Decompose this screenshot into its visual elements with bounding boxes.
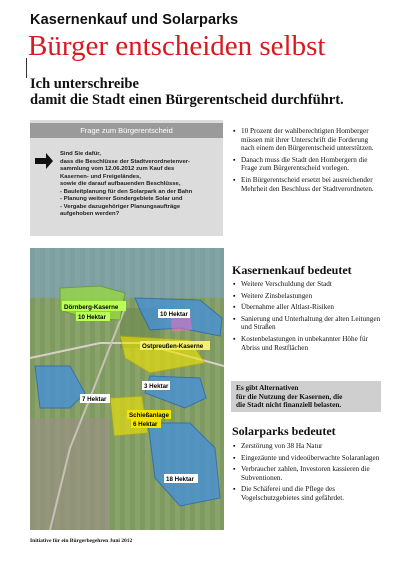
question-line: - Planung weiterer Sondergebiete Solar und	[60, 196, 183, 202]
alternatives-line: Es gibt Alternativen	[236, 383, 299, 392]
kasernenkauf-item: ▪ Sanierung und Unterhaltung der alten Leitungen und Straßen	[233, 315, 383, 332]
kasernenkauf-item: ▪ Kostenbelastungen in unbekannter Höhe für Abriss und Restflächen	[233, 335, 383, 352]
referendum-box-title: Frage zum Bürgerentscheid	[30, 123, 223, 138]
map-label-mid-area: 3 Hektar	[144, 383, 169, 390]
map-haze-top	[30, 248, 224, 298]
question-line: - Bauleitplanung für den Solarpark an der Bahn	[60, 188, 193, 195]
solarparks-item: ▪ Eingezäunte und videoüberwachte Solaranlagen	[233, 454, 383, 463]
question-line: - Vergabe dazugehöriger Planungsaufträge	[60, 203, 181, 210]
kasernenkauf-item: ▪ Weitere Verschuldung der Stadt	[233, 280, 383, 289]
town-area	[30, 418, 110, 530]
intro-bullet: ▪ Ein Bürgerentscheid ersetzt bei ausreichender Mehrheit den Beschluss der Stadtverordneten.	[233, 176, 383, 193]
question-line: sowie die darauf aufbauenden Beschlüsse,	[60, 181, 181, 187]
intro-bullet: ▪ 10 Prozent der wahlberechtigten Homberger müssen mit ihrer Unterschrift die Forderung nach einem den Bürgerentscheid unterstützen.	[233, 127, 383, 153]
pledge-line-1: Ich unterschreibe	[30, 76, 139, 92]
footer-credit: Initiative für ein Bürgerbegehren Juni 2012	[30, 538, 133, 544]
intro-bullet: ▪ Danach muss die Stadt den Hombergern die Frage zum Bürgerentscheid vorlegen.	[233, 156, 383, 173]
solarparks-item: ▪ Zerstörung von 38 Ha Natur	[233, 442, 383, 451]
map-label-ostpreussen: Ostpreußen-Kaserne	[142, 343, 204, 350]
question-line: sammlung vom 12.06.2012 zum Kauf des	[60, 166, 175, 172]
alternatives-line: für die Nutzung der Kasernen, die	[236, 391, 343, 401]
kasernenkauf-heading: Kasernenkauf bedeutet	[232, 263, 352, 277]
referendum-question-box	[30, 120, 223, 236]
question-line: dass die Beschlüsse der Stadtverordnetenver-	[60, 158, 190, 165]
solarparks-item: ▪ Die Schäferei und die Pflege des Vogelschutzgebietes sind gefährdet.	[233, 485, 383, 502]
kicker-title: Kasernenkauf und Solarparks	[30, 12, 239, 28]
map-label-doernberg-area: 10 Hektar	[78, 314, 106, 321]
alternatives-text	[236, 384, 384, 410]
map-label-doernberg: Dörnberg-Kaserne	[64, 304, 119, 311]
text-cursor	[26, 58, 27, 78]
solarparks-item: ▪ Verbraucher zahlen, Investoren kassieren die Subventionen.	[233, 465, 383, 482]
pledge-text	[30, 76, 380, 108]
map-label-schiessanlage: Schießanlage	[129, 412, 169, 419]
alternatives-line: die Stadt nicht finanziell belasten.	[236, 400, 342, 409]
map-label-schiess-area: 6 Hektar	[133, 421, 158, 428]
question-line: Kasernen- und Freigeländes,	[60, 173, 141, 180]
kasernenkauf-item: ▪ Übernahme aller Altlast-Risiken	[233, 303, 383, 312]
solarparks-list	[233, 442, 383, 506]
arrow-right-icon	[34, 150, 54, 172]
intro-bullet-list	[233, 127, 383, 196]
alternatives-box	[231, 381, 381, 412]
map-label-west-area: 7 Hektar	[82, 396, 107, 403]
map-label-ne-area: 10 Hektar	[160, 311, 188, 318]
map-label-south-area: 18 Hektar	[166, 476, 194, 483]
kasernenkauf-item: ▪ Weitere Zinsbelastungen	[233, 292, 383, 301]
question-line: Sind Sie dafür,	[60, 151, 101, 157]
referendum-question-text	[60, 151, 220, 219]
aerial-map	[30, 248, 224, 530]
pledge-line-2: damit die Stadt einen Bürgerentscheid durchführt.	[30, 92, 344, 108]
solarparks-heading: Solarparks bedeutet	[232, 424, 336, 438]
kasernenkauf-list	[233, 280, 383, 355]
question-line: aufgehoben werden?	[60, 211, 120, 217]
headline: Bürger entscheiden selbst	[28, 30, 326, 62]
